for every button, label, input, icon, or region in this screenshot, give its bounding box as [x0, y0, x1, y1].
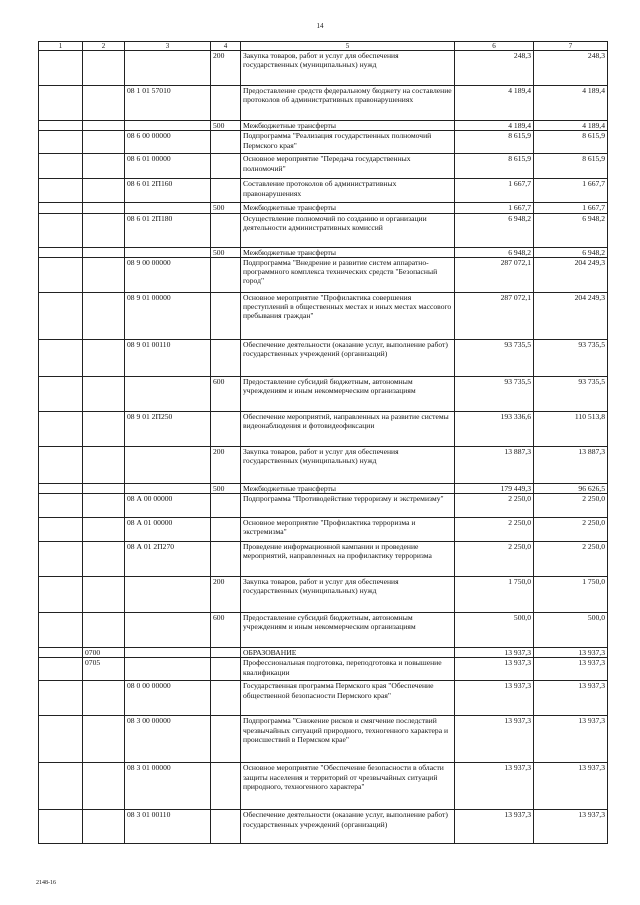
- cell-amount-2: 204 249,3: [534, 292, 608, 339]
- cell-amount-2: 8 615,9: [534, 131, 608, 154]
- cell-amount-2: 2 250,0: [534, 494, 608, 518]
- cell-target-code: [125, 577, 211, 613]
- cell-description: Государственная программа Пермского края "Обеспечение общественной безопасности Пермского края": [241, 681, 455, 716]
- table-row: [39, 494, 608, 518]
- cell-subsection: [83, 203, 125, 213]
- cell-subsection: [83, 716, 125, 763]
- cell-description: Предоставление субсидий бюджетным, автономным учреждениям и иным некоммерческим организациям: [241, 376, 455, 411]
- cell-target-code: 08 6 01 2П160: [125, 179, 211, 203]
- cell-section: [39, 494, 83, 518]
- cell-amount-2: 1 667,7: [534, 203, 608, 213]
- table-row: [39, 542, 608, 577]
- cell-subsection: [83, 131, 125, 154]
- cell-amount-2: 93 735,5: [534, 339, 608, 376]
- cell-description: Межбюджетные трансферты: [241, 247, 455, 257]
- cell-target-code: 08 3 01 00110: [125, 810, 211, 844]
- cell-target-code: 08 6 01 2П180: [125, 213, 211, 247]
- column-header: 3: [125, 42, 211, 51]
- cell-subsection: [83, 411, 125, 446]
- cell-subsection: [83, 179, 125, 203]
- cell-expense-type: [211, 339, 241, 376]
- column-header: 5: [241, 42, 455, 51]
- budget-table: [38, 41, 608, 844]
- cell-expense-type: [211, 648, 241, 658]
- cell-description: Закупка товаров, работ и услуг для обеспечения государственных (муниципальных) нужд: [241, 577, 455, 613]
- cell-expense-type: 500: [211, 121, 241, 131]
- cell-amount-1: 13 887,3: [455, 446, 534, 483]
- cell-target-code: 08 А 00 00000: [125, 494, 211, 518]
- cell-description: ОБРАЗОВАНИЕ: [241, 648, 455, 658]
- cell-amount-2: 2 250,0: [534, 518, 608, 542]
- cell-expense-type: 600: [211, 613, 241, 648]
- cell-amount-1: 193 336,6: [455, 411, 534, 446]
- cell-subsection: [83, 446, 125, 483]
- cell-description: Обеспечение деятельности (оказание услуг, выполнение работ) государственных учреждений (организаций): [241, 810, 455, 844]
- cell-amount-1: 8 615,9: [455, 154, 534, 179]
- document-code: 2148-16: [36, 880, 56, 886]
- cell-amount-2: 110 513,8: [534, 411, 608, 446]
- cell-amount-1: 1 667,7: [455, 179, 534, 203]
- cell-section: [39, 86, 83, 121]
- cell-target-code: [125, 613, 211, 648]
- cell-subsection: [83, 613, 125, 648]
- column-header: 2: [83, 42, 125, 51]
- cell-target-code: 08 9 00 00000: [125, 257, 211, 292]
- cell-subsection: [83, 518, 125, 542]
- cell-amount-2: 6 948,2: [534, 213, 608, 247]
- table-row: [39, 86, 608, 121]
- cell-amount-1: 2 250,0: [455, 542, 534, 577]
- cell-amount-2: 500,0: [534, 613, 608, 648]
- table-row: [39, 681, 608, 716]
- cell-expense-type: [211, 411, 241, 446]
- table-row: [39, 483, 608, 493]
- cell-amount-1: 13 937,3: [455, 716, 534, 763]
- cell-amount-1: 179 449,3: [455, 483, 534, 493]
- cell-section: [39, 131, 83, 154]
- cell-section: [39, 292, 83, 339]
- cell-amount-1: 6 948,2: [455, 247, 534, 257]
- cell-target-code: [125, 446, 211, 483]
- table-row: [39, 339, 608, 376]
- cell-expense-type: [211, 154, 241, 179]
- cell-section: [39, 810, 83, 844]
- cell-amount-1: 287 072,1: [455, 292, 534, 339]
- cell-target-code: 08 6 01 00000: [125, 154, 211, 179]
- cell-section: [39, 121, 83, 131]
- cell-amount-2: 13 937,3: [534, 763, 608, 810]
- cell-expense-type: [211, 179, 241, 203]
- cell-target-code: [125, 203, 211, 213]
- cell-amount-1: 13 937,3: [455, 648, 534, 658]
- table-row: [39, 179, 608, 203]
- cell-amount-2: 13 887,3: [534, 446, 608, 483]
- cell-subsection: 0705: [83, 658, 125, 681]
- cell-expense-type: 500: [211, 247, 241, 257]
- cell-target-code: 08 9 01 00110: [125, 339, 211, 376]
- cell-amount-1: 13 937,3: [455, 658, 534, 681]
- cell-amount-1: 6 948,2: [455, 213, 534, 247]
- cell-amount-2: 6 948,2: [534, 247, 608, 257]
- table-row: [39, 577, 608, 613]
- cell-expense-type: [211, 763, 241, 810]
- cell-amount-1: 93 735,5: [455, 339, 534, 376]
- cell-subsection: [83, 257, 125, 292]
- cell-section: [39, 411, 83, 446]
- cell-subsection: [83, 213, 125, 247]
- cell-amount-1: 8 615,9: [455, 131, 534, 154]
- cell-amount-1: 93 735,5: [455, 376, 534, 411]
- cell-amount-1: 1 750,0: [455, 577, 534, 613]
- table-row: [39, 51, 608, 86]
- cell-section: [39, 648, 83, 658]
- cell-description: Основное мероприятие "Профилактика совершения преступлений в общественных местах и иных местах массового пребывания граждан": [241, 292, 455, 339]
- cell-section: [39, 179, 83, 203]
- table-row: [39, 648, 608, 658]
- cell-subsection: [83, 292, 125, 339]
- cell-description: Составление протоколов об административных правонарушениях: [241, 179, 455, 203]
- cell-description: Подпрограмма "Противодействие терроризму и экстремизму": [241, 494, 455, 518]
- table-row: [39, 716, 608, 763]
- table-row: [39, 658, 608, 681]
- cell-section: [39, 376, 83, 411]
- cell-section: [39, 446, 83, 483]
- cell-target-code: 08 3 00 00000: [125, 716, 211, 763]
- table-row: [39, 613, 608, 648]
- cell-target-code: [125, 121, 211, 131]
- cell-description: Осуществление полномочий по созданию и организации деятельности административных комиссий: [241, 213, 455, 247]
- cell-section: [39, 518, 83, 542]
- cell-amount-2: 1 750,0: [534, 577, 608, 613]
- table-row: [39, 411, 608, 446]
- table-row: [39, 257, 608, 292]
- cell-target-code: 08 1 01 57010: [125, 86, 211, 121]
- table-row: [39, 763, 608, 810]
- cell-expense-type: 200: [211, 577, 241, 613]
- cell-expense-type: [211, 716, 241, 763]
- cell-subsection: [83, 376, 125, 411]
- cell-expense-type: [211, 292, 241, 339]
- cell-amount-2: 4 189,4: [534, 121, 608, 131]
- table-row: [39, 518, 608, 542]
- cell-expense-type: [211, 658, 241, 681]
- cell-expense-type: [211, 518, 241, 542]
- table-row: [39, 154, 608, 179]
- table-row: [39, 131, 608, 154]
- cell-description: Закупка товаров, работ и услуг для обеспечения государственных (муниципальных) нужд: [241, 51, 455, 86]
- cell-section: [39, 658, 83, 681]
- cell-target-code: 08 6 00 00000: [125, 131, 211, 154]
- cell-expense-type: 200: [211, 446, 241, 483]
- cell-description: Предоставление средств федеральному бюджету на составление протоколов об административных правонарушениях: [241, 86, 455, 121]
- cell-target-code: 08 А 01 2П270: [125, 542, 211, 577]
- cell-amount-2: 1 667,7: [534, 179, 608, 203]
- cell-description: Межбюджетные трансферты: [241, 203, 455, 213]
- table-row: [39, 203, 608, 213]
- cell-expense-type: [211, 131, 241, 154]
- cell-amount-2: 13 937,3: [534, 681, 608, 716]
- table-row: [39, 446, 608, 483]
- cell-target-code: 08 9 01 00000: [125, 292, 211, 339]
- cell-subsection: [83, 86, 125, 121]
- cell-amount-2: 13 937,3: [534, 810, 608, 844]
- column-header: 1: [39, 42, 83, 51]
- cell-amount-2: 13 937,3: [534, 716, 608, 763]
- cell-expense-type: [211, 494, 241, 518]
- cell-amount-2: 93 735,5: [534, 376, 608, 411]
- cell-description: Предоставление субсидий бюджетным, автономным учреждениям и иным некоммерческим организациям: [241, 613, 455, 648]
- cell-description: Закупка товаров, работ и услуг для обеспечения государственных (муниципальных) нужд: [241, 446, 455, 483]
- cell-section: [39, 203, 83, 213]
- cell-section: [39, 577, 83, 613]
- cell-amount-1: 13 937,3: [455, 681, 534, 716]
- cell-description: Подпрограмма "Внедрение и развитие систем аппаратно-программного комплекса технических средств "Безопасный город": [241, 257, 455, 292]
- cell-amount-1: 287 072,1: [455, 257, 534, 292]
- cell-section: [39, 339, 83, 376]
- cell-section: [39, 716, 83, 763]
- cell-expense-type: 600: [211, 376, 241, 411]
- cell-subsection: [83, 494, 125, 518]
- cell-description: Обеспечение мероприятий, направленных на развитие системы видеонаблюдения и фотовидеофиксации: [241, 411, 455, 446]
- cell-target-code: 08 А 01 00000: [125, 518, 211, 542]
- cell-target-code: [125, 376, 211, 411]
- cell-expense-type: 500: [211, 483, 241, 493]
- column-header: 7: [534, 42, 608, 51]
- cell-amount-1: 2 250,0: [455, 494, 534, 518]
- table-row: [39, 376, 608, 411]
- cell-section: [39, 213, 83, 247]
- cell-subsection: [83, 763, 125, 810]
- column-header: 6: [455, 42, 534, 51]
- cell-target-code: [125, 658, 211, 681]
- cell-amount-1: 13 937,3: [455, 763, 534, 810]
- cell-expense-type: [211, 213, 241, 247]
- cell-section: [39, 613, 83, 648]
- cell-section: [39, 154, 83, 179]
- cell-amount-2: 4 189,4: [534, 86, 608, 121]
- cell-target-code: [125, 483, 211, 493]
- table-row: [39, 121, 608, 131]
- cell-amount-2: 248,3: [534, 51, 608, 86]
- cell-subsection: [83, 483, 125, 493]
- cell-expense-type: 500: [211, 203, 241, 213]
- cell-subsection: [83, 681, 125, 716]
- cell-description: Межбюджетные трансферты: [241, 121, 455, 131]
- cell-subsection: [83, 51, 125, 86]
- cell-section: [39, 247, 83, 257]
- cell-amount-2: 204 249,3: [534, 257, 608, 292]
- cell-amount-2: 96 626,5: [534, 483, 608, 493]
- cell-description: Подпрограмма "Снижение рисков и смягчение последствий чрезвычайных ситуаций природного, техногенного характера и происшествий в Пермском крае": [241, 716, 455, 763]
- cell-target-code: [125, 247, 211, 257]
- cell-expense-type: [211, 810, 241, 844]
- cell-description: Профессиональная подготовка, переподготовка и повышение квалификации: [241, 658, 455, 681]
- cell-expense-type: [211, 257, 241, 292]
- cell-section: [39, 681, 83, 716]
- page-number: 14: [316, 22, 324, 30]
- cell-subsection: [83, 810, 125, 844]
- cell-description: Подпрограмма "Реализация государственных полномочий Пермского края": [241, 131, 455, 154]
- cell-subsection: [83, 339, 125, 376]
- cell-subsection: [83, 121, 125, 131]
- cell-target-code: [125, 648, 211, 658]
- cell-target-code: 08 9 01 2П250: [125, 411, 211, 446]
- cell-description: Проведение информационной кампании и проведение мероприятий, направленных на профилактику терроризма: [241, 542, 455, 577]
- cell-amount-1: 2 250,0: [455, 518, 534, 542]
- cell-amount-1: 4 189,4: [455, 121, 534, 131]
- cell-expense-type: [211, 542, 241, 577]
- cell-description: Основное мероприятие "Передача государственных полномочий": [241, 154, 455, 179]
- cell-amount-1: 248,3: [455, 51, 534, 86]
- cell-section: [39, 763, 83, 810]
- cell-amount-1: 1 667,7: [455, 203, 534, 213]
- column-header: 4: [211, 42, 241, 51]
- cell-description: Основное мероприятие "Обеспечение безопасности в области защиты населения и территорий от чрезвычайных ситуаций природного, техногенного характера": [241, 763, 455, 810]
- cell-subsection: 0700: [83, 648, 125, 658]
- table-row: [39, 810, 608, 844]
- cell-expense-type: 200: [211, 51, 241, 86]
- cell-section: [39, 483, 83, 493]
- cell-target-code: 08 3 01 00000: [125, 763, 211, 810]
- table-row: [39, 247, 608, 257]
- cell-amount-2: 8 615,9: [534, 154, 608, 179]
- table-header-row: [39, 42, 608, 51]
- cell-amount-2: 2 250,0: [534, 542, 608, 577]
- cell-section: [39, 542, 83, 577]
- cell-amount-1: 4 189,4: [455, 86, 534, 121]
- cell-target-code: 08 0 00 00000: [125, 681, 211, 716]
- table-row: [39, 292, 608, 339]
- cell-description: Основное мероприятие "Профилактика терроризма и экстремизма": [241, 518, 455, 542]
- cell-description: Межбюджетные трансферты: [241, 483, 455, 493]
- cell-target-code: [125, 51, 211, 86]
- cell-amount-2: 13 937,3: [534, 658, 608, 681]
- cell-expense-type: [211, 681, 241, 716]
- cell-subsection: [83, 542, 125, 577]
- cell-subsection: [83, 577, 125, 613]
- cell-amount-1: 500,0: [455, 613, 534, 648]
- cell-subsection: [83, 247, 125, 257]
- cell-amount-2: 13 937,3: [534, 648, 608, 658]
- cell-section: [39, 257, 83, 292]
- cell-expense-type: [211, 86, 241, 121]
- cell-subsection: [83, 154, 125, 179]
- table-row: [39, 213, 608, 247]
- cell-description: Обеспечение деятельности (оказание услуг, выполнение работ) государственных учреждений (организаций): [241, 339, 455, 376]
- cell-section: [39, 51, 83, 86]
- cell-amount-1: 13 937,3: [455, 810, 534, 844]
